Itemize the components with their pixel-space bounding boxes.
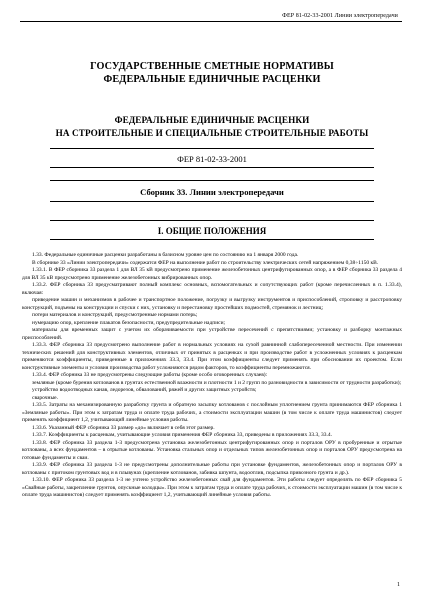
paragraph: нумерацию опор, крепление плакатов безопасности, предупредительные надписи;: [32, 319, 226, 326]
paragraph: 1.33. Федеральные единичные расценки разработаны в базисном уровне цен по состоянию на 1 января 2000 года.: [32, 252, 299, 258]
paragraph: 1.33.3. ФЕР сборника 33 предусмотрено выполнение работ в нормальных условиях на сухой равнинной слабопересеченной местности. При изменении технических решений для конструктивных элементов, отличных от принятых в расценках и при производстве работ в усложненных условиях к расценкам применяются коэффициенты, приведенные в приложениях 33.3, 33.4. При этом коэффициенты следует применять при обосновании их проектом. Если конструктивные элементы и условия производства работ усложняются рядом факторов, то коэффициенты перемножаются.: [22, 342, 402, 371]
paragraph: потери материалов и конструкций, предусмотренные нормами потерь;: [32, 312, 198, 318]
collection-title: Сборник 33. Линии электропередачи: [50, 180, 374, 202]
paragraph: 1.33.1. В ФЕР сборника 33 раздела 1 для ВЛ 35 кВ предусмотрено применение железобетонных центрифугированных опор, а в ФЕР сборника 33 раздела 4 для ВЛ 35 кВ предусмотрено применение железобетонных вибрированных опор.: [22, 267, 402, 281]
paragraph: В сборнике 33 «Линии электропередачи» содержатся ФЕР на выполнение работ по строительству электрических сетей напряжением 0,38÷1150 кВ.: [32, 259, 379, 266]
paragraph: устройство водоотводных канав, ледорезов, обвалований, ряжей и других защитных устройств;: [32, 387, 257, 393]
paragraph: 1.33.8. ФЕР сборника 33 раздела 1-3 предусмотрена установка железобетонных центрифугированных опор и порталов ОРУ в пробуренные и отрытые котлованы, а всех фундаментов – в отрытые котлованы. Установка стальных опор и отдельных типов железобетонных опор и порталов ОРУ предусмотрена на готовые фундаменты и сваи.: [22, 439, 402, 461]
paragraph: сварочные.: [32, 394, 58, 401]
paragraph: 1.33.2. ФЕР сборника 33 предусматривают полный комплекс основных, вспомогательных и сопутствующих работ (кроме перечисленных в п. 1.33.4), включая:: [22, 282, 402, 296]
subtitle-line: ФЕДЕРАЛЬНЫЕ ЕДИНИЧНЫЕ РАСЦЕНКИ: [114, 115, 310, 125]
main-title-line: ФЕДЕРАЛЬНЫЕ ЕДИНИЧНЫЕ РАСЦЕНКИ: [103, 74, 321, 85]
document-code: ФЕР 81-02-33-2001: [50, 148, 374, 168]
paragraph: 1.33.4. ФЕР сборника 33 не предусмотрены следующие работы (кроме особо оговоренных случаев):: [32, 372, 268, 378]
main-title: [0, 60, 424, 86]
paragraph: материалы для временных защит с учетом их оборачиваемости при устройстве пересечений с препятствиями; установку и разборку монтажных приспособлений.: [22, 327, 402, 341]
paragraph: 1.33.7. Коэффициенты к расценкам, учитывающие условия применения ФЕР сборника 33, приведены в приложениях 33.3, 33.4.: [32, 432, 332, 438]
paragraph: 1.33.5. Затраты на механизированную разработку грунта и обратную засыпку котлованов с послойным уплотнением грунта принимаются ФЕР сборника 1 «Земляные работы». При этом к затратам труда и оплате труда рабочих, а стоимости эксплуатации машин (в том числе к оплате труда машинистов) следует применять коэффициент 1,2, учитывающий линейные условия работы.: [22, 402, 402, 423]
header-rule: [20, 21, 402, 22]
paragraph: приведение машин и механизмов в рабочее и транспортное положение, погрузку и выгрузку инструментов и приспособлений, строповку и расстроповку конструкций, подъемы на конструкции и спуски с них, установку и перестановку простейших подмостей, стремянок и лестниц;: [22, 297, 402, 311]
paragraph: 1.33.6. Указанный ФЕР сборника 33 размер «до» включает в себя этот размер.: [32, 424, 215, 431]
page-number: 1: [397, 582, 400, 588]
paragraph: 1.33.10. ФЕР сборника 33 раздела 1-3 не учтено устройство железобетонных свай для фундаментов. Эти работы следует определять по ФЕР сборника 5 «Свайные работы, закрепление грунтов, опускные колодцы». При этом к затратам труда и оплате труда рабочих, к стоимости эксплуатации машин (в том числе к оплате труда машинистов) следует применять коэффициент 1,2, учитывающий линейные условия работы.: [22, 477, 402, 498]
running-head: ФЕР 81-02-33-2001 Линии электропередачи: [282, 13, 398, 19]
body-text: [22, 252, 402, 500]
section-title: I. ОБЩИЕ ПОЛОЖЕНИЯ: [50, 220, 374, 240]
main-title-line: ГОСУДАРСТВЕННЫЕ СМЕТНЫЕ НОРМАТИВЫ: [90, 61, 334, 72]
paragraph: 1.33.9. ФЕР сборника 33 раздела 1-3 не предусмотрены дополнительные работы при установке фундаментов, железобетонных опор и порталов ОРУ в котлованы с притоком грунтовых вод и в плывунах (крепление котлованов, забивка шпунта, водоотлив, подсыпка привозного грунта и др.).: [22, 462, 402, 476]
paragraph: земляные (кроме бурения котлованов в грунтах естественной влажности и плотности 1 и 2 групп по разновидности в зависимости от трудности разработки);: [32, 379, 402, 386]
subtitle-line: НА СТРОИТЕЛЬНЫЕ И СПЕЦИАЛЬНЫЕ СТРОИТЕЛЬНЫЕ РАБОТЫ: [55, 127, 369, 138]
subtitle: [0, 114, 424, 139]
